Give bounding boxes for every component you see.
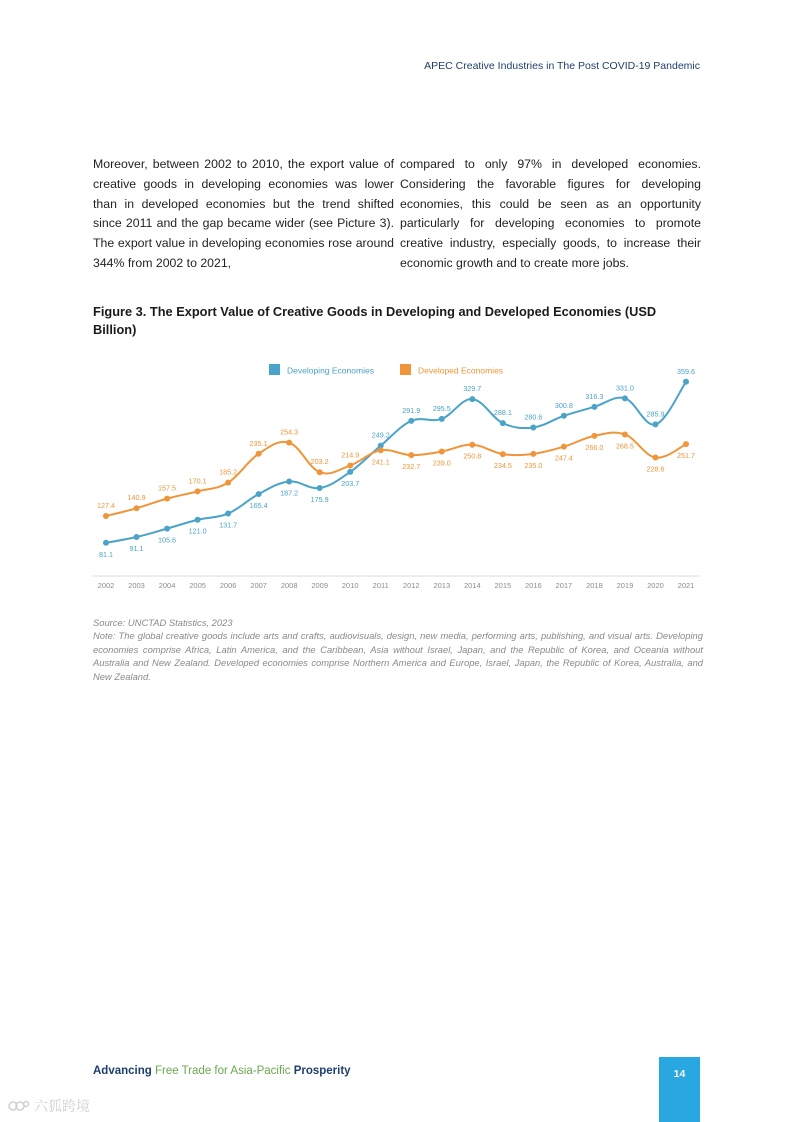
data-label-developing: 105.6 <box>158 535 177 545</box>
point-developing <box>500 420 506 426</box>
x-tick-label: 2008 <box>280 581 298 590</box>
x-tick-label: 2018 <box>586 581 603 590</box>
page-number: 14 <box>659 1057 700 1122</box>
point-developed <box>561 444 567 450</box>
point-developed <box>347 462 353 468</box>
legend-swatch <box>400 364 411 375</box>
figure-notes <box>93 616 703 683</box>
line-chart <box>93 355 703 595</box>
data-label-developing: 91.1 <box>129 544 144 554</box>
point-developed <box>134 505 140 511</box>
definition-note: Note: The global creative goods include arts and crafts, audiovisuals, design, new media, performing arts, publishing, and visual arts. Developing economies comprise Africa, Latin America, and the Caribbean, Asia without Israel, Japan, and the Republic of Korea, and Oceania without Australia and New Zealand. Developed economies comprise Northern America and Europe, Israel, Japan, the Republic of Korea, Australia, and New Zealand. <box>93 630 703 682</box>
source-note: Source: UNCTAD Statistics, 2023 <box>93 617 233 628</box>
x-tick-label: 2007 <box>250 581 267 590</box>
point-developed <box>530 451 536 457</box>
data-label-developed: 250.8 <box>463 451 482 461</box>
point-developing <box>622 395 628 401</box>
data-label-developing: 359.6 <box>677 366 695 376</box>
point-developed <box>164 496 170 502</box>
x-tick-label: 2011 <box>372 581 389 590</box>
x-tick-label: 2002 <box>97 581 115 590</box>
data-label-developing: 331.0 <box>615 383 634 393</box>
x-tick-label: 2014 <box>463 581 481 590</box>
data-label-developing: 165.4 <box>249 501 268 511</box>
series-line-developing <box>106 382 686 543</box>
data-label-developing: 295.5 <box>432 403 451 413</box>
data-label-developing: 288.1 <box>493 408 512 418</box>
watermark-logo-icon <box>8 1099 30 1113</box>
x-tick-label: 2012 <box>402 581 420 590</box>
data-label-developing: 329.7 <box>463 384 482 394</box>
point-developing <box>439 416 445 422</box>
chart-svg <box>93 355 703 595</box>
point-developing <box>347 469 353 475</box>
point-developing <box>561 413 567 419</box>
data-label-developing: 285.9 <box>646 409 665 419</box>
data-label-developed: 157.5 <box>158 483 177 493</box>
point-developing <box>683 379 689 385</box>
data-label-developed: 170.1 <box>188 476 207 486</box>
data-label-developed: 247.4 <box>554 453 573 463</box>
data-label-developed: 235.1 <box>249 438 268 448</box>
point-developing <box>286 478 292 484</box>
point-developed <box>469 442 475 448</box>
point-developing <box>195 517 201 523</box>
point-developing <box>408 418 414 424</box>
data-label-developed: 203.2 <box>310 457 329 467</box>
data-label-developed: 241.1 <box>371 457 390 467</box>
data-label-developed: 266.0 <box>585 442 604 452</box>
point-developing <box>164 526 170 532</box>
tagline-part-1: Advancing <box>93 1065 155 1077</box>
point-developing <box>134 534 140 540</box>
data-label-developing: 187.2 <box>280 488 299 498</box>
x-tick-label: 2020 <box>647 581 664 590</box>
x-tick-label: 2019 <box>616 581 634 590</box>
data-label-developed: 251.7 <box>677 451 695 461</box>
x-tick-label: 2003 <box>128 581 145 590</box>
data-label-developed: 239.0 <box>432 458 451 468</box>
point-developed <box>652 455 658 461</box>
figure-title: Figure 3. The Export Value of Creative Goods in Developing and Developed Economies (USD Billion) <box>93 304 657 337</box>
data-label-developing: 131.7 <box>219 520 238 530</box>
data-label-developing: 121.0 <box>188 526 207 536</box>
data-label-developing: 316.3 <box>585 391 604 401</box>
legend-label: Developing Economies <box>287 365 374 376</box>
tagline-part-3: Prosperity <box>293 1065 351 1077</box>
footer-tagline <box>93 1065 351 1077</box>
data-label-developed: 214.9 <box>341 450 360 460</box>
point-developed <box>286 440 292 446</box>
x-tick-label: 2021 <box>677 581 695 590</box>
body-paragraph-right: compared to only 97% in developed economies. Considering the favorable figures for developing economies, this could be seen as an opportunity particularly for developing economies to promote creative industry, especially goods, to increase their economic growth and to create more jobs. <box>400 157 701 270</box>
point-developed <box>225 480 231 486</box>
point-developing <box>591 404 597 410</box>
data-label-developed: 254.3 <box>280 427 299 437</box>
data-label-developed: 185.2 <box>219 467 238 477</box>
point-developing <box>103 540 109 546</box>
point-developing <box>469 396 475 402</box>
data-label-developing: 249.2 <box>371 430 390 440</box>
point-developed <box>622 431 628 437</box>
legend-swatch <box>269 364 280 375</box>
point-developing <box>317 485 323 491</box>
data-label-developed: 235.0 <box>524 460 543 470</box>
data-label-developed: 268.5 <box>615 441 634 451</box>
point-developed <box>683 441 689 447</box>
point-developed <box>408 452 414 458</box>
point-developed <box>591 433 597 439</box>
x-tick-label: 2013 <box>433 581 451 590</box>
point-developing <box>256 491 262 497</box>
data-label-developed: 232.7 <box>402 462 421 472</box>
watermark-text: 六狐跨境 <box>34 1098 90 1114</box>
x-tick-label: 2009 <box>311 581 329 590</box>
tagline-part-2: Free Trade for Asia-Pacific <box>154 1065 294 1077</box>
x-tick-label: 2015 <box>494 581 512 590</box>
x-tick-label: 2005 <box>189 581 206 590</box>
data-label-developing: 175.9 <box>310 494 329 504</box>
point-developed <box>195 488 201 494</box>
point-developing <box>530 424 536 430</box>
data-label-developing: 291.9 <box>402 405 421 415</box>
point-developed <box>256 451 262 457</box>
legend-label: Developed Economies <box>418 365 504 376</box>
body-columns <box>93 155 701 274</box>
x-tick-label: 2004 <box>158 581 176 590</box>
point-developed <box>439 449 445 455</box>
running-header: APEC Creative Industries in The Post COVID-19 Pandemic <box>424 60 700 72</box>
body-paragraph-left: Moreover, between 2002 to 2010, the export value of creative goods in developing economies was lower than in developed economies but the trend shifted since 2011 and the gap became wider (see Picture 3). The export value in developing economies rose around 344% from 2002 to 2021, <box>93 157 394 270</box>
data-label-developed: 228.6 <box>646 464 665 474</box>
x-tick-label: 2016 <box>525 581 542 590</box>
data-label-developed: 127.4 <box>97 501 115 511</box>
point-developed <box>103 513 109 519</box>
data-label-developed: 140.9 <box>127 493 146 503</box>
point-developing <box>225 511 231 517</box>
point-developed <box>378 447 384 453</box>
data-label-developed: 234.5 <box>493 461 512 471</box>
point-developed <box>500 451 506 457</box>
x-tick-label: 2010 <box>341 581 359 590</box>
data-label-developing: 300.8 <box>554 400 573 410</box>
data-label-developing: 81.1 <box>99 549 113 559</box>
point-developed <box>317 469 323 475</box>
point-developing <box>652 421 658 427</box>
data-label-developing: 280.6 <box>524 412 543 422</box>
x-tick-label: 2006 <box>219 581 237 590</box>
data-label-developing: 203.7 <box>341 478 360 488</box>
x-tick-label: 2017 <box>555 581 573 590</box>
watermark <box>8 1096 90 1116</box>
